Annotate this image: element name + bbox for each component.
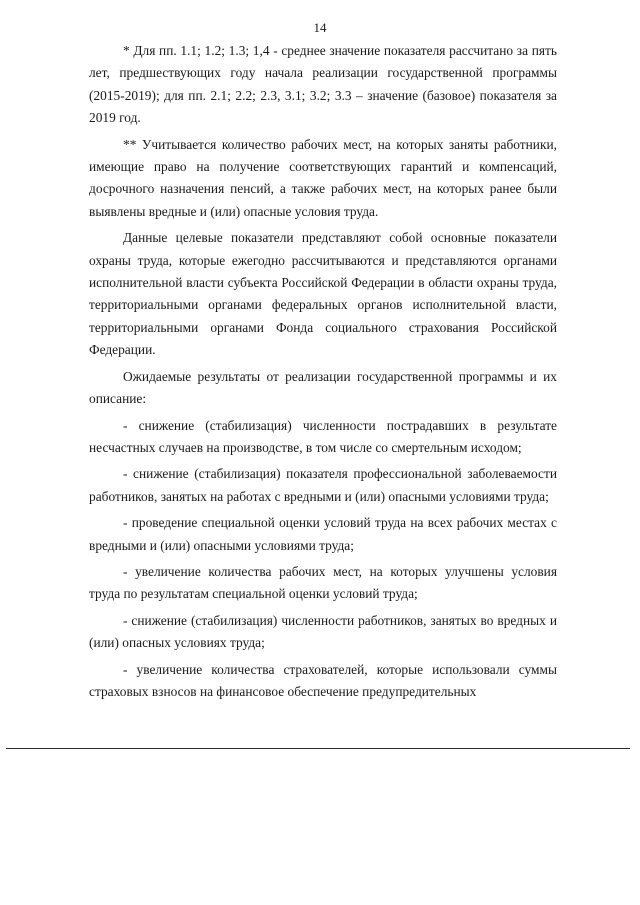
page-number: 14: [313, 20, 327, 35]
list-item-improved-workplaces: - увеличение количества рабочих мест, на которых улучшены условия труда по результатам специальной оценки условий труда;: [89, 563, 557, 602]
document-body: [89, 40, 557, 703]
paragraph-target-indicators: Данные целевые показатели представляют собой основные показатели охраны труда, которые ежегодно рассчитываются и представляются органами исполнительной власти субъекта Российской Федерации в области охраны труда, территориальными органами федеральных органов исполнительной власти, территориальными органами Фонда социального страхования Российской Федерации.: [89, 230, 557, 358]
footnote-single-asterisk: * Для пп. 1.1; 1.2; 1.3; 1,4 - среднее значение показателя рассчитано за пять лет, предшествующих году начала реализации государственной программы (2015-2019); для пп. 2.1; 2.2; 2.3, 3.1; 3.2; 3.3 – значение (базовое) показателя за 2019 год.: [89, 43, 557, 126]
paragraph-expected-results-intro: Ожидаемые результаты от реализации государственной программы и их описание:: [89, 368, 557, 407]
list-item-special-assessment: - проведение специальной оценки условий труда на всех рабочих местах с вредными и (или) опасными условиями труда;: [89, 515, 557, 553]
list-item-injury-reduction: - снижение (стабилизация) численности пострадавших в результате несчастных случаев на производстве, в том числе со смертельным исходом;: [89, 417, 557, 455]
list-item-occupational-disease: - снижение (стабилизация) показателя профессиональной заболеваемости работников, занятых на работах с вредными и (или) опасными условиями труда;: [89, 466, 557, 504]
page-bottom-rule: [6, 748, 630, 749]
list-item-hazardous-workers: - снижение (стабилизация) численности работников, занятых во вредных и (или) опасных условиях труда;: [89, 612, 557, 651]
footnote-double-asterisk: ** Учитывается количество рабочих мест, на которых заняты работники, имеющие право на получение соответствующих гарантий и компенсаций, досрочного назначения пенсий, а также рабочих мест, на которых ранее были выявлены вредные и (или) опасные условия труда.: [89, 136, 557, 219]
list-item-insurers-preventive: - увеличение количества страхователей, которые использовали суммы страховых взносов на финансовое обеспечение предупредительных: [89, 661, 557, 699]
